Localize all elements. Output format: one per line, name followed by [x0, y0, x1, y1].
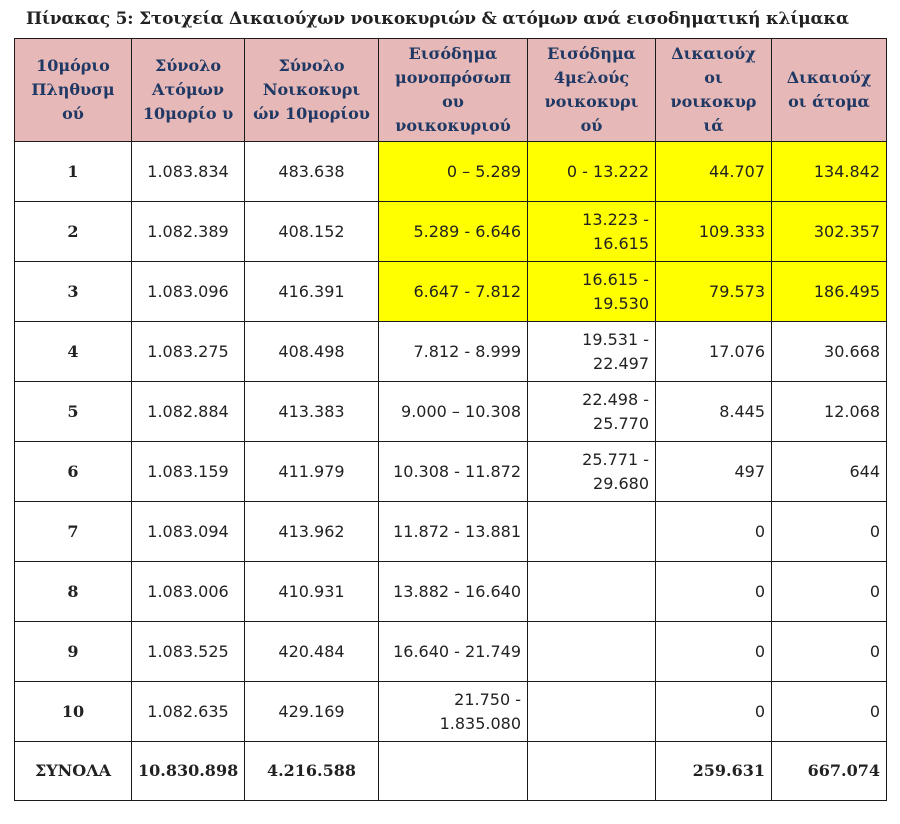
eligible-persons-cell: 30.668 [772, 322, 887, 382]
income-four-cell [528, 622, 656, 682]
decile-cell: 1 [15, 142, 132, 202]
persons-cell: 1.083.096 [132, 262, 245, 322]
header-eligible-households: Δικαιούχ οι νοικοκυρ ιά [656, 39, 772, 142]
header-eligible-persons: Δικαιούχ οι άτομα [772, 39, 887, 142]
income-four-cell: 22.498 - 25.770 [528, 382, 656, 442]
income-four-cell: 0 - 13.222 [528, 142, 656, 202]
eligible-households-cell: 79.573 [656, 262, 772, 322]
totals-persons-cell: 10.830.898 [132, 742, 245, 801]
eligible-persons-cell: 12.068 [772, 382, 887, 442]
eligible-persons-cell: 186.495 [772, 262, 887, 322]
totals-income-four-cell [528, 742, 656, 801]
eligible-persons-cell: 0 [772, 682, 887, 742]
households-cell: 483.638 [245, 142, 379, 202]
table-row [15, 322, 887, 382]
totals-label: ΣΥΝΟΛΑ [15, 742, 132, 801]
income-four-cell: 19.531 - 22.497 [528, 322, 656, 382]
income-single-cell: 0 – 5.289 [379, 142, 528, 202]
persons-cell: 1.083.275 [132, 322, 245, 382]
eligible-households-cell: 109.333 [656, 202, 772, 262]
decile-cell: 5 [15, 382, 132, 442]
eligible-persons-cell: 134.842 [772, 142, 887, 202]
eligible-persons-cell: 644 [772, 442, 887, 502]
header-income-single: Εισόδημα μονοπρόσωπ ου νοικοκυριού [379, 39, 528, 142]
persons-cell: 1.083.006 [132, 562, 245, 622]
income-single-cell: 10.308 - 11.872 [379, 442, 528, 502]
households-cell: 416.391 [245, 262, 379, 322]
header-households: Σύνολο Νοικοκυρι ών 10μορίου [245, 39, 379, 142]
persons-cell: 1.083.159 [132, 442, 245, 502]
eligible-persons-cell: 0 [772, 562, 887, 622]
income-single-cell: 7.812 - 8.999 [379, 322, 528, 382]
table-row [15, 622, 887, 682]
decile-cell: 10 [15, 682, 132, 742]
income-single-cell: 21.750 - 1.835.080 [379, 682, 528, 742]
table-row [15, 442, 887, 502]
persons-cell: 1.082.884 [132, 382, 245, 442]
income-single-cell: 16.640 - 21.749 [379, 622, 528, 682]
table-row [15, 262, 887, 322]
table-row [15, 202, 887, 262]
eligible-households-cell: 0 [656, 682, 772, 742]
eligible-households-cell: 0 [656, 562, 772, 622]
header-income-four: Εισόδημα 4μελούς νοικοκυρι ού [528, 39, 656, 142]
totals-households-cell: 4.216.588 [245, 742, 379, 801]
income-four-cell: 16.615 - 19.530 [528, 262, 656, 322]
table-caption: Πίνακας 5: Στοιχεία Δικαιούχων νοικοκυριών & ατόμων ανά εισοδηματική κλίμακα [26, 9, 849, 29]
eligible-persons-cell: 0 [772, 502, 887, 562]
eligible-households-cell: 0 [656, 502, 772, 562]
income-single-cell: 6.647 - 7.812 [379, 262, 528, 322]
income-four-cell [528, 682, 656, 742]
eligible-households-cell: 0 [656, 622, 772, 682]
persons-cell: 1.083.834 [132, 142, 245, 202]
persons-cell: 1.082.389 [132, 202, 245, 262]
eligible-households-cell: 497 [656, 442, 772, 502]
households-cell: 408.498 [245, 322, 379, 382]
households-cell: 413.962 [245, 502, 379, 562]
decile-cell: 3 [15, 262, 132, 322]
decile-cell: 7 [15, 502, 132, 562]
table-row [15, 502, 887, 562]
income-single-cell: 9.000 – 10.308 [379, 382, 528, 442]
totals-income-single-cell [379, 742, 528, 801]
income-single-cell: 11.872 - 13.881 [379, 502, 528, 562]
totals-eligible-households-cell: 259.631 [656, 742, 772, 801]
totals-eligible-persons-cell: 667.074 [772, 742, 887, 801]
households-cell: 420.484 [245, 622, 379, 682]
decile-cell: 8 [15, 562, 132, 622]
households-cell: 429.169 [245, 682, 379, 742]
households-cell: 410.931 [245, 562, 379, 622]
persons-cell: 1.083.525 [132, 622, 245, 682]
eligible-households-cell: 8.445 [656, 382, 772, 442]
table-row [15, 562, 887, 622]
totals-row [15, 742, 887, 801]
decile-cell: 6 [15, 442, 132, 502]
table-row [15, 382, 887, 442]
eligible-persons-cell: 0 [772, 622, 887, 682]
households-cell: 411.979 [245, 442, 379, 502]
eligible-households-cell: 17.076 [656, 322, 772, 382]
income-single-cell: 5.289 - 6.646 [379, 202, 528, 262]
income-four-cell: 25.771 - 29.680 [528, 442, 656, 502]
households-cell: 413.383 [245, 382, 379, 442]
header-row [15, 39, 887, 142]
table-row [15, 142, 887, 202]
persons-cell: 1.082.635 [132, 682, 245, 742]
header-decile: 10μόριο Πληθυσμ ού [15, 39, 132, 142]
households-cell: 408.152 [245, 202, 379, 262]
decile-cell: 9 [15, 622, 132, 682]
beneficiaries-table [14, 38, 887, 801]
decile-cell: 4 [15, 322, 132, 382]
decile-cell: 2 [15, 202, 132, 262]
income-four-cell [528, 562, 656, 622]
eligible-households-cell: 44.707 [656, 142, 772, 202]
income-four-cell: 13.223 - 16.615 [528, 202, 656, 262]
persons-cell: 1.083.094 [132, 502, 245, 562]
table-row [15, 682, 887, 742]
income-single-cell: 13.882 - 16.640 [379, 562, 528, 622]
income-four-cell [528, 502, 656, 562]
eligible-persons-cell: 302.357 [772, 202, 887, 262]
header-persons: Σύνολο Ατόμων 10μορίο υ [132, 39, 245, 142]
